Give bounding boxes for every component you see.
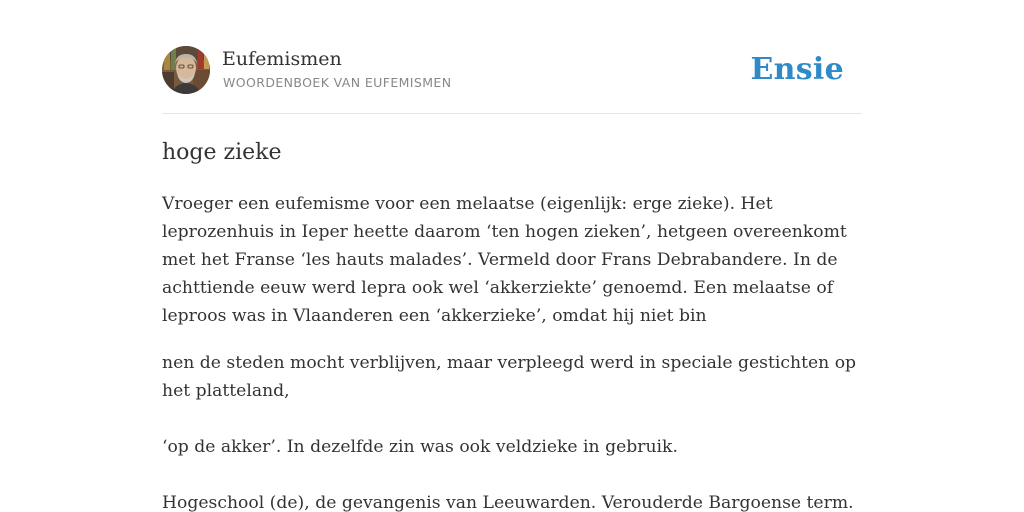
entry-headword: hoge zieke [162,140,282,165]
entry-paragraph [162,349,862,405]
avatar-portrait-icon [162,46,210,94]
page-container [162,0,862,512]
author-subtitle[interactable]: WOORDENBOEK VAN EUFEMISMEN [223,75,452,90]
brand-logo[interactable]: Ensie [750,52,844,87]
paragraph-line: Hogeschool (de), de gevangenis van Leeuwarden. Verouderde Bargoense term. [162,493,854,512]
author-avatar[interactable] [162,46,210,94]
paragraph-line: achttiende eeuw werd lepra ook wel ‘akkerziekte’ genoemd. Een melaatse of [162,278,834,298]
paragraph-line: Vroeger een eufemisme voor een melaatse (eigenlijk: erge zieke). Het [162,194,773,214]
entry-paragraph [162,489,862,512]
paragraph-line: met het Franse ‘les hauts malades’. Vermeld door Frans Debrabandere. In de [162,250,838,270]
paragraph-line: leprozenhuis in Ieper heette daarom ‘ten hogen zieken’, hetgeen overeenkomt [162,222,847,242]
paragraph-line: nen de steden mocht verblijven, maar verpleegd werd in speciale gestichten op [162,353,857,373]
paragraph-line: ‘op de akker’. In dezelfde zin was ook veldzieke in gebruik. [162,437,678,457]
paragraph-line: het platteland, [162,381,290,401]
header [162,46,862,96]
header-divider [162,113,862,114]
author-name[interactable]: Eufemismen [222,48,342,70]
entry-paragraph [162,433,862,461]
entry-paragraph [162,190,862,330]
paragraph-line: leproos was in Vlaanderen een ‘akkerzieke’, omdat hij niet bin [162,306,707,326]
